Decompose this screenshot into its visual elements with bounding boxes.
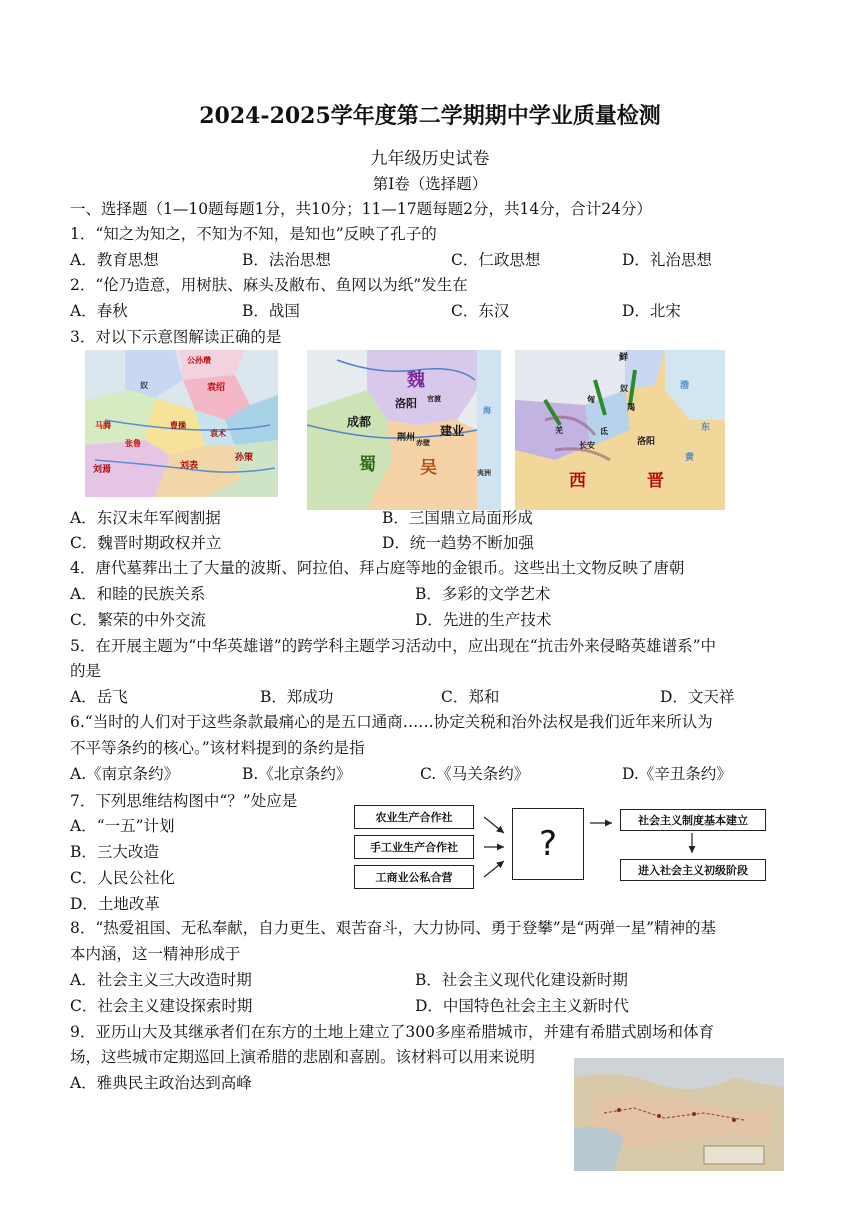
q2-option-a: A．春秋 — [70, 302, 128, 320]
left-box-agriculture: 农业生产合作社 — [354, 805, 474, 829]
map3-label: 渤 — [680, 381, 690, 391]
q6-option-b: B.《北京条约》 — [242, 765, 352, 783]
q3-option-c: C．魏晋时期政权并立 — [70, 534, 222, 552]
map1-label: 公孙瓒 — [187, 356, 211, 365]
q2-option-d: D．北宋 — [622, 302, 681, 320]
map2-label: 夷洲 — [477, 469, 491, 477]
q1-option-a: A．教育思想 — [70, 251, 159, 269]
question-8-stem-cont: 本内涵，这一精神形成于 — [70, 945, 241, 963]
q7-option-c: C．人民公社化 — [70, 869, 175, 887]
q7-option-d: D．土地改革 — [70, 895, 160, 913]
map1-label: 马腾 — [95, 421, 111, 430]
map1-label: 刘表 — [180, 461, 199, 471]
map3-label: 羌 — [555, 426, 563, 435]
q6-option-c: C.《马关条约》 — [420, 765, 530, 783]
q8-option-a: A．社会主义三大改造时期 — [70, 971, 252, 989]
q4-option-b: B．多彩的文学艺术 — [415, 585, 551, 603]
map2-label: 官渡 — [427, 395, 441, 403]
question-6-stem-cont: 不平等条约的核心。”该材料提到的条约是指 — [70, 739, 365, 757]
map1-label: 曹操 — [170, 421, 186, 430]
q4-option-c: C．繁荣的中外交流 — [70, 611, 206, 629]
question-4-stem: 4．唐代墓葬出土了大量的波斯、阿拉伯、拜占庭等地的金银币。这些出土文物反映了唐朝 — [70, 559, 685, 577]
map-western-jin — [515, 350, 725, 510]
map2-label: 洛阳 — [395, 397, 417, 410]
question-3-stem: 3．对以下示意图解读正确的是 — [70, 328, 282, 346]
map2-label: 成都 — [347, 415, 372, 429]
map2-label: 魏 — [407, 370, 425, 391]
map2-label: 荆州 — [397, 433, 416, 443]
question-5-stem: 5．在开展主题为“中华英雄谱”的跨学科主题学习活动中，应出现在“抗击外来侵略英雄谱系”中 — [70, 637, 717, 655]
q3-option-d: D．统一趋势不断加强 — [382, 534, 534, 552]
map3-label: 鲜 — [619, 353, 629, 363]
q8-option-d: D．中国特色社会主主义新时代 — [415, 997, 629, 1015]
map-three-kingdoms — [307, 350, 501, 510]
section-heading: 一、选择题（1—10题每题1分，共10分；11—17题每题2分，共14分，合计24分） — [70, 200, 652, 218]
q1-option-b: B．法治思想 — [242, 251, 331, 269]
map1-label: 张鲁 — [125, 439, 141, 448]
map3-label: 氐 — [600, 427, 608, 436]
question-1-stem: 1．“知之为知之，不知为不知，是知也”反映了孔子的 — [70, 225, 437, 243]
paper-subtitle: 九年级历史试卷 — [370, 149, 490, 169]
left-box-handicraft: 手工业生产合作社 — [354, 835, 474, 859]
map2-label: 海 — [483, 406, 491, 415]
map-alexander-empire — [574, 1058, 784, 1171]
map3-label: 东 — [701, 423, 711, 433]
right-box-stage: 进入社会主义初级阶段 — [620, 859, 766, 881]
question-5-stem-cont: 的是 — [70, 662, 102, 680]
question-6-stem: 6.“当时的人们对于这些条款最痛心的是五口通商……协定关税和治外法权是我们近年来所认为 — [70, 713, 713, 731]
q7-option-a: A．“一五”计划 — [70, 817, 175, 835]
q8-option-c: C．社会主义建设探索时期 — [70, 997, 253, 1015]
q3-option-b: B．三国鼎立局面形成 — [382, 509, 533, 527]
q9-option-a: A．雅典民主政治达到高峰 — [70, 1074, 252, 1092]
q4-option-a: A．和睦的民族关系 — [70, 585, 206, 603]
map3-label: 匈 — [587, 395, 595, 404]
question-8-stem: 8．“热爱祖国、无私奉献，自力更生、艰苦奋斗，大力协同、勇于登攀”是“两弹一星”精神的基 — [70, 919, 717, 937]
q1-option-d: D．礼治思想 — [622, 251, 712, 269]
map2-label: 蜀 — [359, 455, 376, 475]
right-box-system: 社会主义制度基本建立 — [620, 809, 766, 831]
map1-label: 孙策 — [235, 453, 254, 463]
map3-label: 黄 — [685, 453, 695, 463]
map3-label: 晋 — [647, 471, 664, 491]
exam-title: 2024-2025学年度第二学期期中学业质量检测 — [199, 103, 661, 129]
map3-label: 洛阳 — [637, 437, 656, 447]
question-7-stem: 7．下列思维结构图中“？”处应是 — [70, 792, 298, 810]
q8-option-b: B．社会主义现代化建设新时期 — [415, 971, 628, 989]
map1-label: 奴 — [140, 381, 148, 390]
map1-label: 袁术 — [210, 429, 226, 438]
q6-option-d: D.《辛丑条约》 — [622, 765, 732, 783]
map1-label: 袁绍 — [207, 383, 226, 393]
q3-option-a: A．东汉末年军阀割据 — [70, 509, 221, 527]
q2-option-c: C．东汉 — [451, 302, 510, 320]
map-late-eastern-han — [85, 350, 278, 497]
q5-option-c: C．郑和 — [441, 688, 500, 706]
question-9-stem-cont: 场，这些城市定期巡回上演希腊的悲剧和喜剧。该材料可以用来说明 — [70, 1048, 536, 1066]
map2-label: 吴 — [420, 458, 437, 478]
map3-label: 奴 — [620, 384, 628, 393]
thinking-structure-diagram — [354, 801, 774, 894]
q2-option-b: B．战国 — [242, 302, 300, 320]
q1-option-c: C．仁政思想 — [451, 251, 541, 269]
q7-option-b: B．三大改造 — [70, 843, 159, 861]
map2-label: 建业 — [440, 424, 465, 438]
question-2-stem: 2．“伦乃造意，用树肤、麻头及敝布、鱼网以为纸”发生在 — [70, 276, 468, 294]
question-mark-box: ? — [512, 808, 584, 880]
volume-title: 第Ⅰ卷（选择题） — [372, 175, 488, 193]
map2-label: 赤壁 — [416, 439, 430, 447]
map3-label: 长安 — [579, 441, 595, 450]
map3-label: 羯 — [627, 403, 635, 412]
map1-label: 刘焉 — [93, 465, 112, 475]
q5-option-a: A．岳飞 — [70, 688, 128, 706]
q5-option-d: D．文天祥 — [660, 688, 735, 706]
left-box-commerce: 工商业公私合营 — [354, 865, 474, 889]
map3-label: 西 — [569, 471, 586, 491]
question-9-stem: 9．亚历山大及其继承者们在东方的土地上建立了300多座希腊城市，并建有希腊式剧场和体育 — [70, 1023, 714, 1041]
q4-option-d: D．先进的生产技术 — [415, 611, 552, 629]
q5-option-b: B．郑成功 — [260, 688, 334, 706]
q6-option-a: A.《南京条约》 — [70, 765, 180, 783]
